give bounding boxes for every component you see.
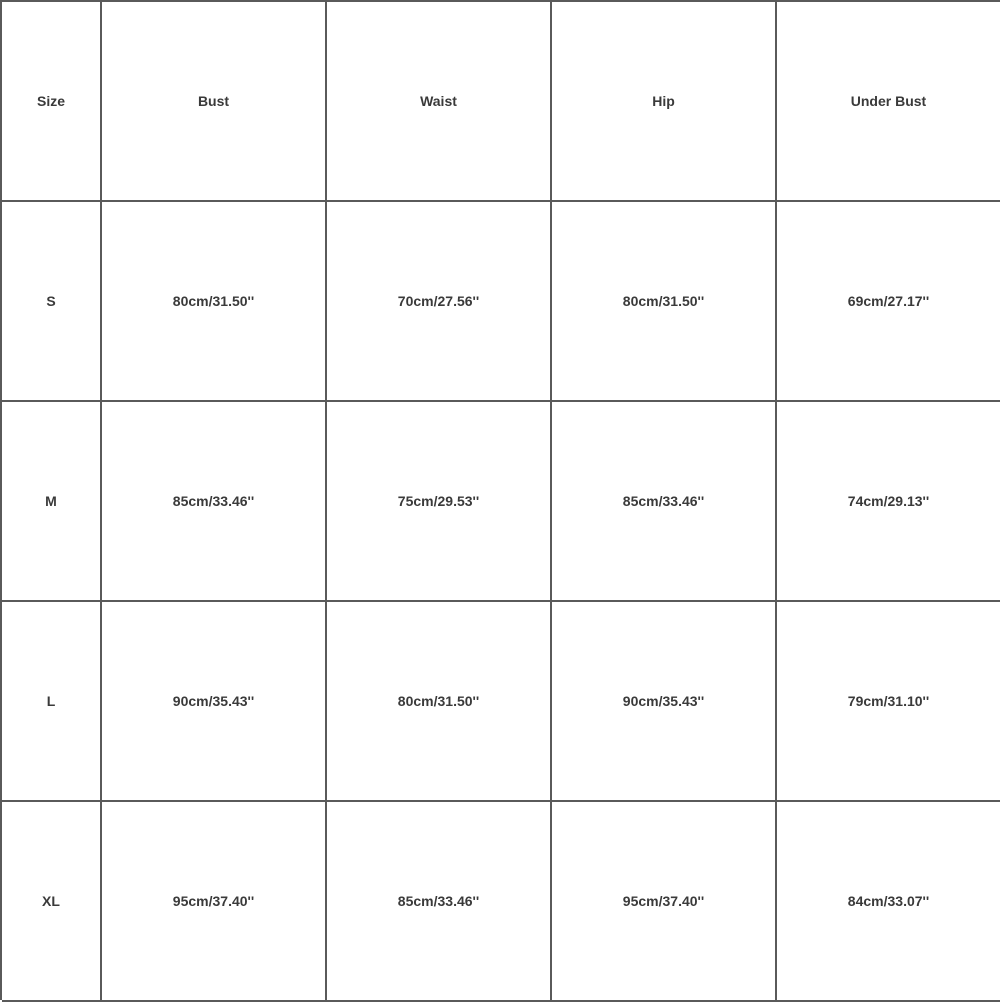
under-bust-cell: 74cm/29.13'' — [777, 402, 1000, 602]
waist-cell: 70cm/27.56'' — [327, 202, 552, 402]
hip-cell: 80cm/31.50'' — [552, 202, 777, 402]
header-waist: Waist — [327, 2, 552, 202]
hip-cell: 90cm/35.43'' — [552, 602, 777, 802]
waist-cell: 75cm/29.53'' — [327, 402, 552, 602]
hip-cell: 95cm/37.40'' — [552, 802, 777, 1002]
header-under-bust: Under Bust — [777, 2, 1000, 202]
size-cell: S — [2, 202, 102, 402]
under-bust-cell: 69cm/27.17'' — [777, 202, 1000, 402]
size-cell: L — [2, 602, 102, 802]
hip-cell: 85cm/33.46'' — [552, 402, 777, 602]
bust-cell: 90cm/35.43'' — [102, 602, 327, 802]
header-hip: Hip — [552, 2, 777, 202]
bust-cell: 85cm/33.46'' — [102, 402, 327, 602]
header-size: Size — [2, 2, 102, 202]
waist-cell: 80cm/31.50'' — [327, 602, 552, 802]
under-bust-cell: 84cm/33.07'' — [777, 802, 1000, 1002]
under-bust-cell: 79cm/31.10'' — [777, 602, 1000, 802]
bust-cell: 95cm/37.40'' — [102, 802, 327, 1002]
header-bust: Bust — [102, 2, 327, 202]
waist-cell: 85cm/33.46'' — [327, 802, 552, 1002]
size-cell: M — [2, 402, 102, 602]
size-cell: XL — [2, 802, 102, 1002]
bust-cell: 80cm/31.50'' — [102, 202, 327, 402]
